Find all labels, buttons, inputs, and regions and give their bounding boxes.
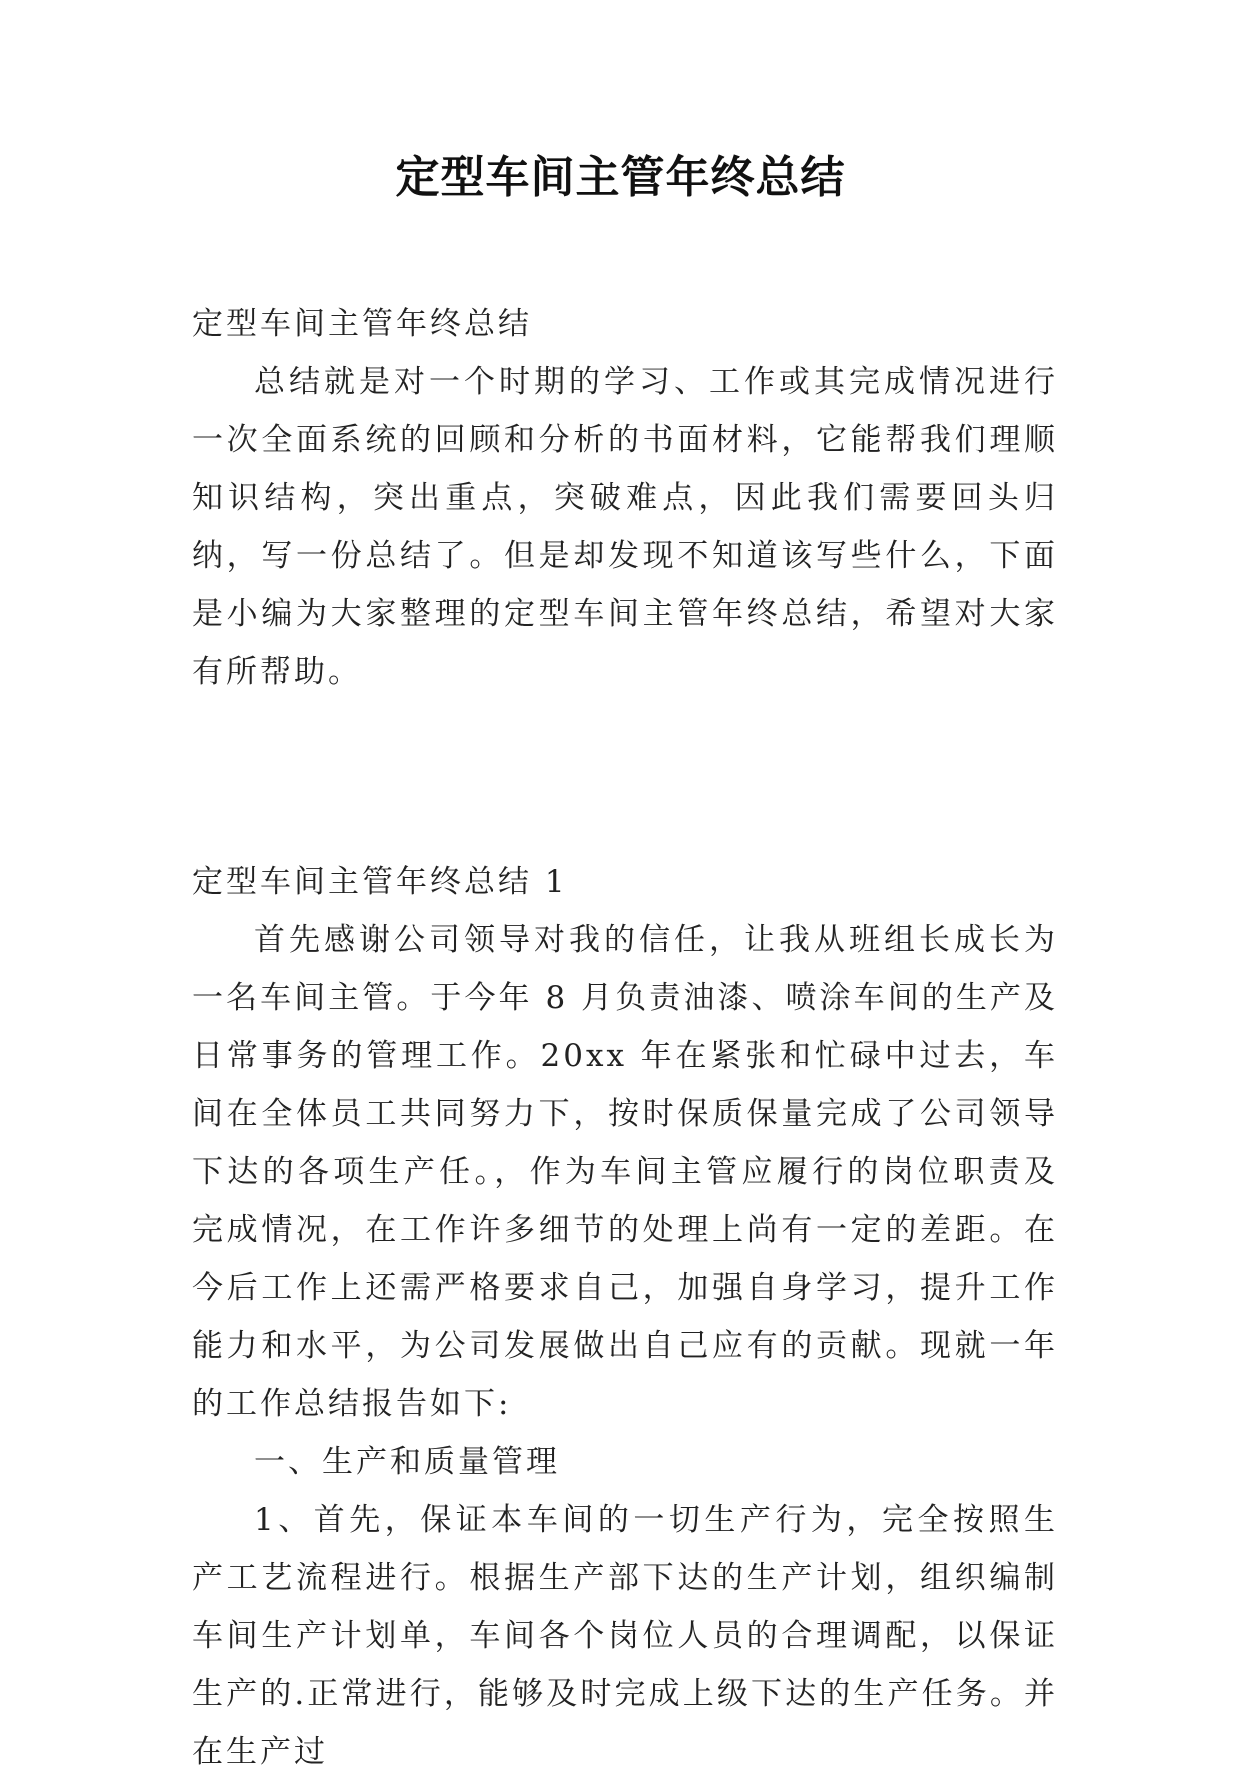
intro-heading: 定型车间主管年终总结	[192, 306, 532, 342]
section-paragraph: 首先感谢公司领导对我的信任，让我从班组长成长为一名车间主管。于今年 8 月负责油漆、喷涂车间的生产及日常事务的管理工作。20xx 年在紧张和忙碌中过去，车间在全体员工共同努力下，按时保质保量完成了公司领导下达的各项生产任。，作为车间主管应履行的岗位职责及完成情况，在工作许多细节的处理上尚有一定的差距。在今后工作上还需严格要求自己，加强自身学习，提升工作能力和水平，为公司发展做出自己应有的贡献。现就一年的工作总结报告如下:	[192, 922, 1058, 1422]
subsection-heading: 一、生产和质量管理	[254, 1444, 560, 1480]
document-body	[192, 295, 1058, 1781]
section-heading: 定型车间主管年终总结 1	[192, 864, 568, 900]
section-spacer	[192, 701, 1058, 853]
intro-paragraph: 总结就是对一个时期的学习、工作或其完成情况进行一次全面系统的回顾和分析的书面材料，它能帮我们理顺知识结构，突出重点，突破难点，因此我们需要回头归纳，写一份总结了。但是却发现不知道该写些什么，下面是小编为大家整理的定型车间主管年终总结，希望对大家有所帮助。	[192, 364, 1058, 690]
document-title: 定型车间主管年终总结	[395, 152, 846, 203]
item-paragraph: 1、首先，保证本车间的一切生产行为，完全按照生产工艺流程进行。根据生产部下达的生产计划，组织编制车间生产计划单，车间各个岗位人员的合理调配，以保证生产的.正常进行，能够及时完成上级下达的生产任务。并在生产过	[192, 1502, 1058, 1770]
